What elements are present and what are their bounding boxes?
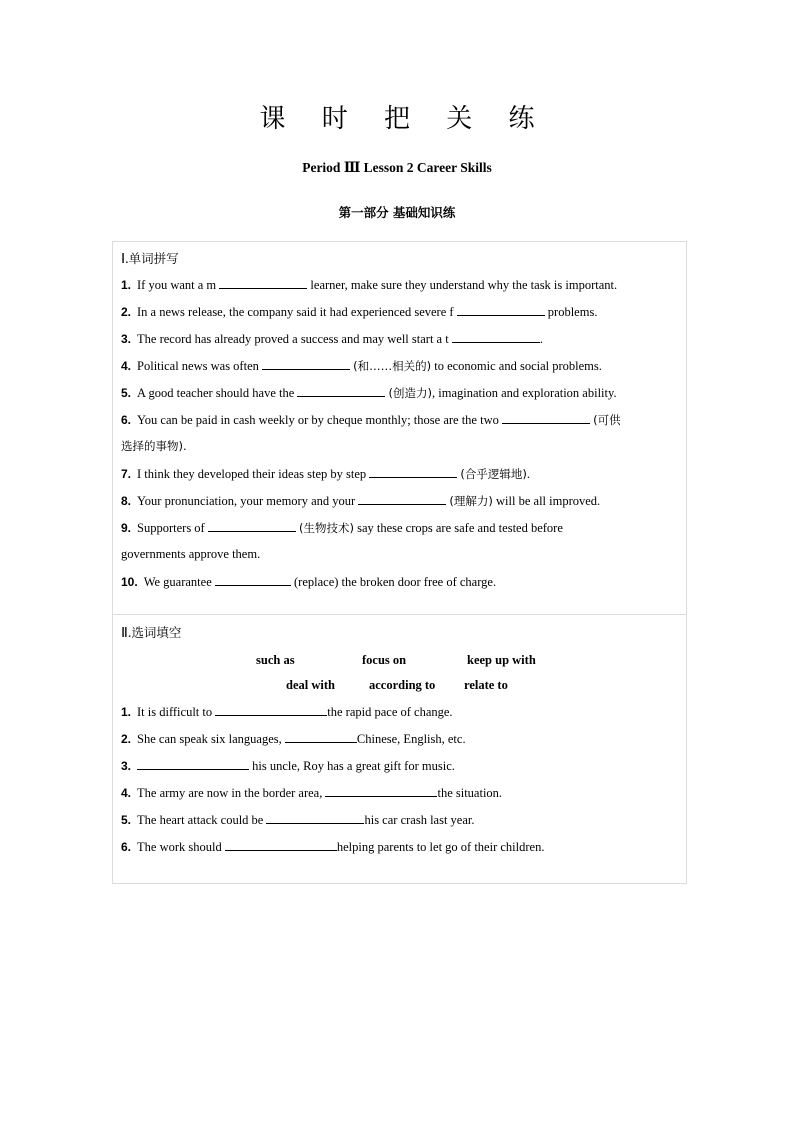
question-item: 5. The heart attack could be his car crash last year.	[121, 813, 475, 827]
question-item: 2. She can speak six languages, Chinese, English, etc.	[121, 732, 466, 746]
word-bank-item: deal with	[286, 678, 335, 692]
page-title: 课 时 把 关 练	[259, 104, 549, 134]
question-item: 5. A good teacher should have the (创造力), imagination and exploration ability.	[121, 386, 617, 400]
question-item: 10. We guarantee (replace) the broken door free of charge.	[121, 575, 497, 589]
question-item: 3. his uncle, Roy has a great gift for music.	[121, 759, 455, 773]
answer-blank[interactable]	[452, 331, 540, 343]
answer-blank[interactable]	[457, 304, 545, 316]
question-item: 8. Your pronunciation, your memory and your (理解力) will be all improved.	[121, 494, 601, 508]
answer-blank[interactable]	[215, 704, 327, 716]
answer-blank[interactable]	[225, 839, 337, 851]
answer-blank[interactable]	[358, 493, 446, 505]
word-bank-item: relate to	[464, 678, 508, 692]
question-item: 2. In a news release, the company said it had experienced severe f problems.	[121, 305, 598, 319]
word-bank-item: focus on	[362, 653, 407, 667]
answer-blank[interactable]	[325, 785, 437, 797]
answer-blank[interactable]	[208, 520, 296, 532]
question-item: 6. You can be paid in cash weekly or by cheque monthly; those are the two (可供	[121, 413, 621, 427]
section-word-spelling	[112, 241, 687, 615]
question-item: 4. The army are now in the border area, the situation.	[121, 786, 503, 800]
question-item: 9. Supporters of (生物技术) say these crops are safe and tested before	[121, 521, 563, 535]
answer-blank[interactable]	[297, 385, 385, 397]
answer-blank[interactable]	[285, 731, 357, 743]
answer-blank[interactable]	[369, 466, 457, 478]
question-item: 6. The work should helping parents to let go of their children.	[121, 840, 545, 854]
question-item: 1. If you want a m learner, make sure they understand why the task is important.	[121, 278, 618, 292]
question-item-continuation: governments approve them.	[121, 547, 261, 561]
question-item-continuation: 选择的事物).	[121, 439, 187, 453]
word-bank-item: such as	[256, 653, 295, 667]
answer-blank[interactable]	[266, 812, 364, 824]
word-bank-item: according to	[369, 678, 436, 692]
lesson-subtitle: Period Ⅲ Lesson 2 Career Skills	[302, 160, 492, 175]
section-heading: Ⅱ.选词填空	[121, 625, 182, 641]
answer-blank[interactable]	[137, 758, 249, 770]
question-item: 1. It is difficult to the rapid pace of change.	[121, 705, 453, 719]
word-bank-item: keep up with	[467, 653, 536, 667]
answer-blank[interactable]	[215, 574, 291, 586]
section-word-choice	[112, 614, 687, 884]
answer-blank[interactable]	[219, 277, 307, 289]
part-heading: 第一部分 基础知识练	[338, 205, 456, 220]
answer-blank[interactable]	[262, 358, 350, 370]
section-heading: Ⅰ.单词拼写	[121, 251, 179, 267]
answer-blank[interactable]	[502, 412, 590, 424]
question-item: 3. The record has already proved a success and may well start a t .	[121, 332, 543, 346]
question-item: 4. Political news was often (和……相关的) to economic and social problems.	[121, 359, 602, 373]
question-item: 7. I think they developed their ideas step by step (合乎逻辑地).	[121, 467, 530, 481]
